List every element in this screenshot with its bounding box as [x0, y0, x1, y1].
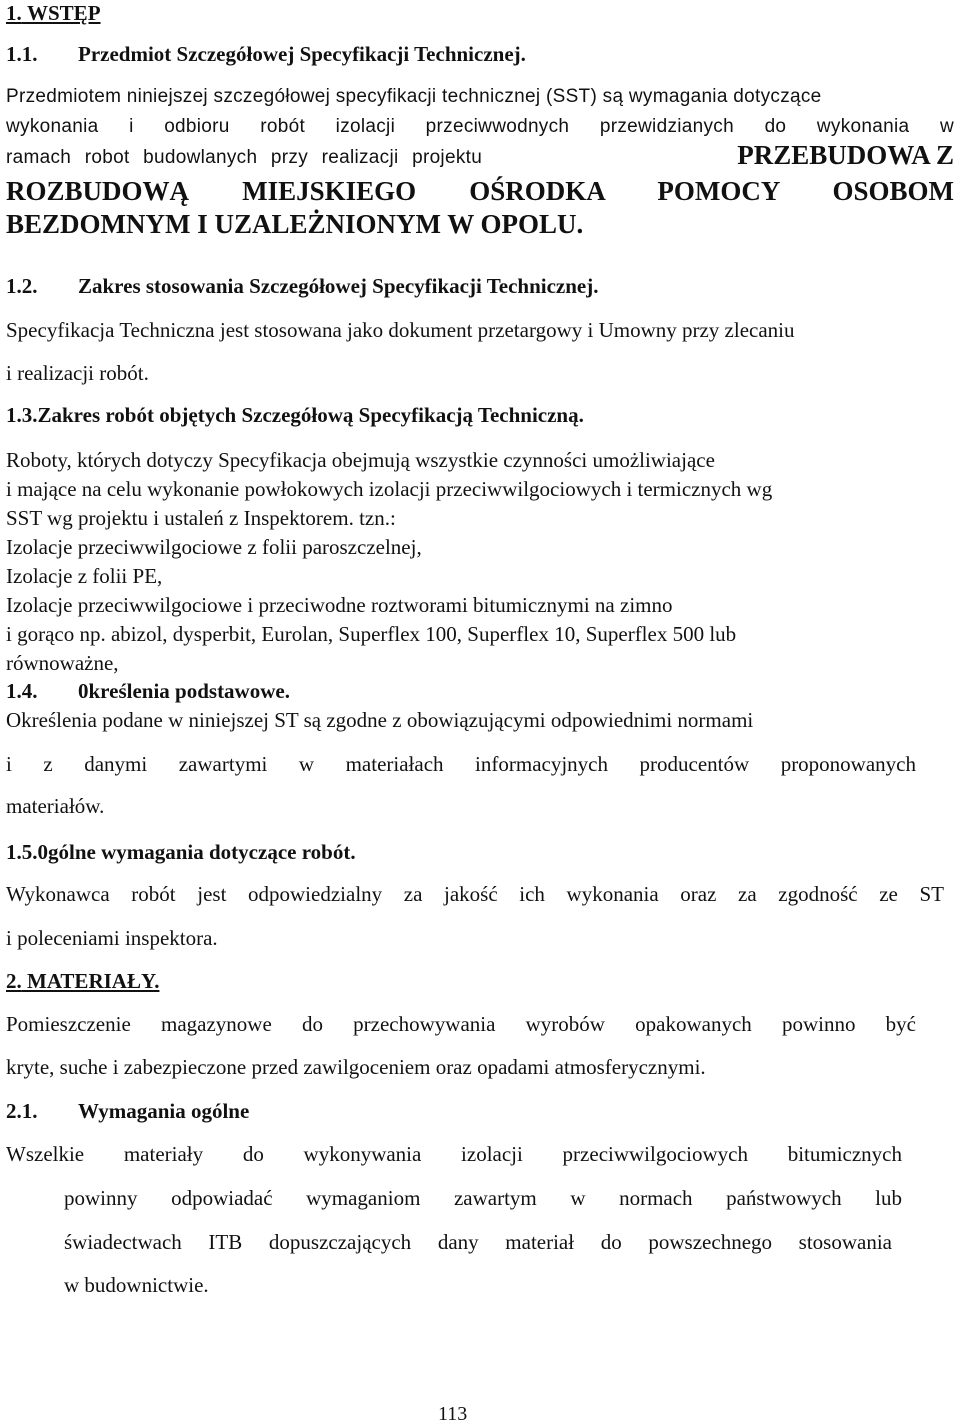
heading-1-1	[6, 44, 526, 65]
paragraph-1-3-line-7: i gorąco np. abizol, dysperbit, Eurolan, Superflex 100, Superflex 10, Superflex 500 lub	[6, 622, 737, 646]
paragraph-1-3-line-5: Izolacje z folii PE,	[6, 564, 163, 588]
page-number: 113	[438, 1403, 468, 1425]
paragraph-1-1-line-3	[6, 140, 954, 170]
paragraph-1-4-line-1: Określenia podane w niniejszej ST są zgodne z obowiązującymi odpowiednimi normami	[6, 708, 754, 732]
paragraph-2-line-1: Pomieszczenie magazynowe do przechowywania wyrobów opakowanych powinno być	[6, 1012, 916, 1036]
heading-1-2	[6, 276, 599, 297]
heading-1-1-number: 1.1.	[6, 42, 38, 66]
paragraph-2-1-line-3: świadectwach ITB dopuszczających dany materiał do powszechnego stosowania	[64, 1230, 892, 1254]
paragraph-1-1-line-2: wykonania i odbioru robót izolacji przeciwwodnych przewidzianych do wykonania w	[6, 116, 954, 137]
paragraph-2-1-line-4: w budownictwie.	[64, 1273, 209, 1297]
paragraph-1-4-line-2: i z danymi zawartymi w materiałach informacyjnych producentów proponowanych	[6, 752, 916, 776]
heading-1-2-title: Zakres stosowania Szczegółowej Specyfikacji Technicznej.	[78, 274, 599, 298]
paragraph-1-2-line-2: i realizacji robót.	[6, 361, 149, 385]
paragraph-1-3-line-8: równoważne,	[6, 651, 119, 675]
heading-2-1	[6, 1101, 249, 1122]
heading-1-4-number: 1.4.	[6, 679, 38, 703]
section-2-number: 2.	[6, 969, 22, 993]
paragraph-1-4-line-3: materiałów.	[6, 794, 105, 818]
heading-2-1-number: 2.1.	[6, 1099, 38, 1123]
project-name-part-1: PRZEBUDOWA Z	[737, 140, 954, 170]
paragraph-1-2-line-1: Specyfikacja Techniczna jest stosowana jako dokument przetargowy i Umowny przy zlecaniu	[6, 318, 795, 342]
heading-2-1-title: Wymagania ogólne	[78, 1099, 250, 1123]
paragraph-1-3-line-2: i mające na celu wykonanie powłokowych izolacji przeciwwilgociowych i termicznych wg	[6, 477, 773, 501]
heading-1-4	[6, 681, 290, 702]
paragraph-1-3-line-6: Izolacje przeciwwilgociowe i przeciwodne roztworami bitumicznymi na zimno	[6, 593, 673, 617]
heading-1-4-title: 0kreślenia podstawowe.	[78, 679, 290, 703]
paragraph-1-5-line-1: Wykonawca robót jest odpowiedzialny za jakość ich wykonania oraz za zgodność ze ST	[6, 882, 944, 906]
section-1-title: WSTĘP	[27, 1, 101, 25]
project-name-line-3: BEZDOMNYM I UZALEŻNIONYM W OPOLU.	[6, 209, 584, 239]
project-name-line-2: ROZBUDOWĄ MIEJSKIEGO OŚRODKA POMOCY OSOBOM	[6, 176, 954, 206]
paragraph-1-5-line-2: i poleceniami inspektora.	[6, 926, 218, 950]
paragraph-2-1-line-1: Wszelkie materiały do wykonywania izolacji przeciwwilgociowych bitumicznych	[6, 1142, 902, 1166]
heading-1-1-title: Przedmiot Szczegółowej Specyfikacji Technicznej.	[78, 42, 526, 66]
heading-1-3: 1.3.Zakres robót objętych Szczegółową Specyfikacją Techniczną.	[6, 403, 584, 427]
heading-1-5: 1.5.0gólne wymagania dotyczące robót.	[6, 840, 356, 864]
section-2-heading	[6, 971, 159, 992]
p11-line-1-text: Przedmiotem niniejszej szczegółowej specyfikacji technicznej (SST) są wymagania dotyczące	[6, 86, 822, 107]
paragraph-1-3-line-3: SST wg projektu i ustaleń z Inspektorem. tzn.:	[6, 506, 396, 530]
section-1-heading	[6, 3, 101, 24]
section-2-title: MATERIAŁY.	[27, 969, 160, 993]
paragraph-2-line-2: kryte, suche i zabezpieczone przed zawilgoceniem oraz opadami atmosferycznymi.	[6, 1055, 706, 1079]
section-1-number: 1.	[6, 1, 22, 25]
paragraph-2-1-line-2: powinny odpowiadać wymaganiom zawartym w normach państwowych lub	[64, 1186, 902, 1210]
p11-line-3-text: ramach robot budowlanych przy realizacji projektu	[6, 147, 483, 168]
paragraph-1-3-line-1: Roboty, których dotyczy Specyfikacja obejmują wszystkie czynności umożliwiające	[6, 448, 715, 472]
paragraph-1-3-line-4: Izolacje przeciwwilgociowe z folii paroszczelnej,	[6, 535, 422, 559]
heading-1-2-number: 1.2.	[6, 274, 38, 298]
paragraph-1-1-line-1	[6, 87, 954, 106]
